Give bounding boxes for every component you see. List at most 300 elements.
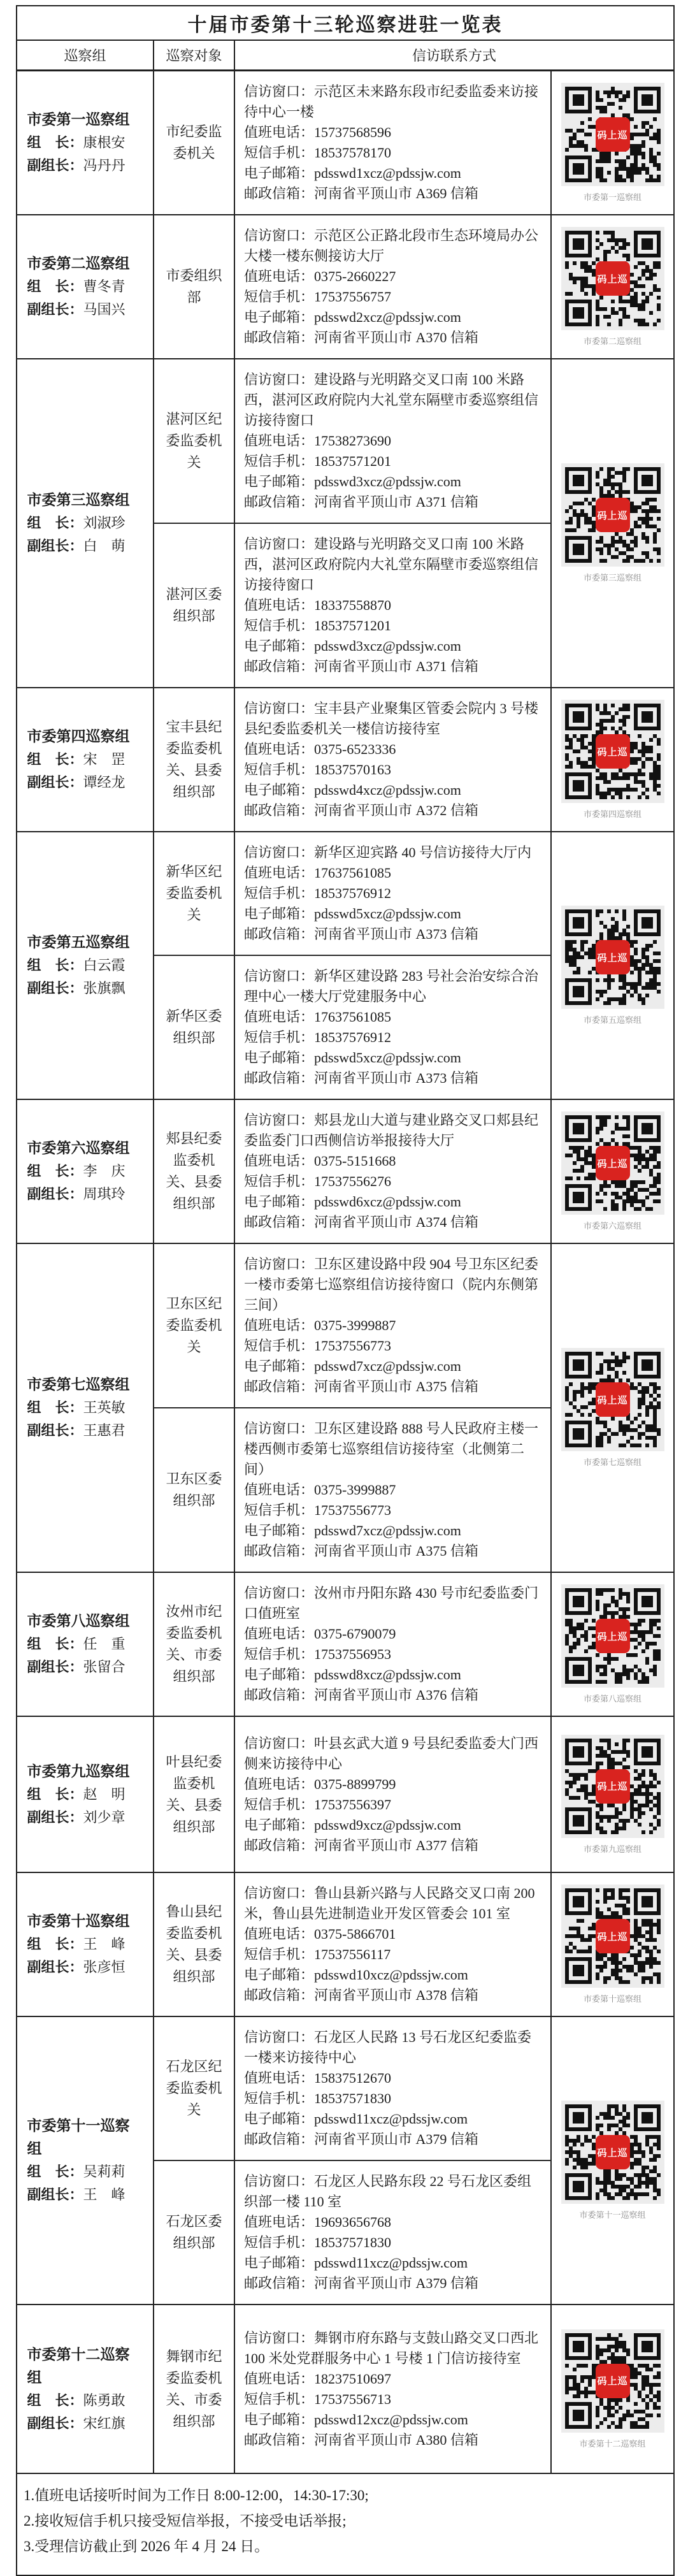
contact-window-line [244, 843, 541, 863]
qr-cell [552, 1573, 673, 1716]
group-deputy-line [27, 154, 143, 177]
deputy-name: 冯丹丹 [83, 157, 125, 173]
group-leader-line [27, 1783, 143, 1806]
note-line: 1.值班电话接听时间为工作日 8:00-12:00，14:30-17:30; [24, 2487, 369, 2503]
email-value: pdsswd5xcz@pdssjw.com [314, 906, 461, 922]
contact-email-line [244, 163, 541, 184]
qr-cell [552, 1873, 673, 2016]
phone-value: 15737568596 [314, 124, 392, 140]
leader-name: 康根安 [83, 134, 125, 150]
contact-window-line [244, 226, 541, 266]
deputy-label: 副组长： [27, 1809, 83, 1825]
post-value: 河南省平顶山市 A374 信箱 [314, 1214, 478, 1230]
post-value: 河南省平顶山市 A373 信箱 [314, 1070, 478, 1086]
phone-value: 0375-6790079 [314, 1626, 396, 1642]
contact-post-line [244, 1685, 541, 1705]
group-deputy-line [27, 1419, 143, 1442]
window-value: 示范区未来路东段市纪委监委来访接待中心一楼 [244, 83, 539, 120]
post-label: 邮政信箱： [244, 1378, 315, 1394]
sms-label: 短信手机： [244, 1502, 315, 1518]
contact-window-line [244, 1583, 541, 1624]
contact-cell [235, 832, 552, 955]
email-label: 电子邮箱： [244, 1816, 315, 1833]
email-label: 电子邮箱： [244, 2411, 315, 2428]
leader-name: 刘淑珍 [83, 515, 125, 531]
qr-caption: 市委第一巡察组 [583, 192, 641, 202]
post-value: 河南省平顶山市 A375 信箱 [314, 1378, 478, 1394]
deputy-label: 副组长： [27, 774, 83, 790]
phone-value: 0375-6523336 [314, 741, 396, 757]
contact-post-line [244, 1212, 541, 1233]
contact-cell [235, 1873, 552, 2016]
window-value: 汝州市丹阳东路 430 号市纪委监委门口值班室 [244, 1585, 539, 1621]
post-label: 邮政信箱： [244, 2131, 315, 2147]
qr-caption: 市委第八巡察组 [583, 1694, 641, 1704]
phone-value: 0375-2660227 [314, 268, 396, 284]
post-label: 邮政信箱： [244, 1837, 315, 1853]
sms-value: 17537556713 [314, 2391, 392, 2407]
qr-code [561, 1348, 664, 1451]
contact-phone-line [244, 863, 541, 883]
phone-value: 0375-3999887 [314, 1482, 396, 1498]
contact-cell [235, 688, 552, 831]
post-value: 河南省平顶山市 A371 信箱 [314, 494, 478, 510]
email-value: pdsswd9xcz@pdssjw.com [314, 1816, 461, 1833]
window-label: 信访窗口： [244, 228, 315, 243]
phone-label: 值班电话： [244, 433, 315, 449]
contact-email-line [244, 2410, 541, 2430]
contact-cell [235, 1407, 552, 1572]
inspection-target-cell [154, 71, 235, 214]
phone-label: 值班电话： [244, 1626, 315, 1642]
contact-sms-line [244, 883, 541, 904]
target-text: 市纪委监委机关 [166, 124, 222, 161]
phone-value: 0375-5151668 [314, 1153, 396, 1169]
window-label: 信访窗口： [244, 1735, 315, 1751]
leader-name: 曹冬青 [83, 279, 125, 294]
inspection-group-cell [17, 1244, 154, 1572]
contact-email-line [244, 1665, 541, 1685]
target-text: 市委组织部 [166, 268, 222, 305]
group-name: 市委第三巡察组 [27, 492, 130, 508]
email-label: 电子邮箱： [244, 2255, 315, 2271]
sms-label: 短信手机： [244, 1796, 315, 1813]
sms-label: 短信手机： [244, 1173, 315, 1189]
qr-cell [552, 832, 673, 1099]
target-text: 新华区委组织部 [166, 1008, 222, 1046]
page-title: 十届市委第十三轮巡察进驻一览表 [17, 6, 673, 41]
table-body [17, 71, 673, 2474]
post-label: 邮政信箱： [244, 2431, 315, 2448]
contact-email-line [244, 1965, 541, 1985]
qr-code [561, 83, 664, 186]
deputy-name: 宋红旗 [83, 2415, 125, 2431]
contact-sms-line [244, 616, 541, 636]
group-deputy-line [27, 1956, 143, 1979]
contact-email-line [244, 2253, 541, 2273]
footer-notes [17, 2474, 673, 2575]
sms-value: 17537556397 [314, 1796, 392, 1813]
group-leader-line [27, 512, 143, 535]
contact-phone-line [244, 431, 541, 451]
qr-center-badge: 码上巡 [596, 2135, 630, 2169]
post-label: 邮政信箱： [244, 1070, 315, 1086]
leader-label: 组 长： [27, 1936, 83, 1952]
contact-email-line [244, 1356, 541, 1377]
inspection-target-cell [154, 1407, 235, 1572]
window-value: 宝丰县产业聚集区管委会院内 3 号楼县纪委监委机关一楼信访接待室 [244, 700, 539, 737]
contact-post-line [244, 1068, 541, 1089]
window-value: 石龙区人民路东段 22 号石龙区委组织部一楼 110 室 [244, 2173, 532, 2210]
phone-value: 17538273690 [314, 433, 392, 449]
target-text: 湛河区委组织部 [166, 586, 222, 624]
contact-sms-line [244, 1944, 541, 1965]
phone-value: 0375-8899799 [314, 1776, 396, 1792]
qr-caption: 市委第二巡察组 [583, 336, 641, 346]
table-row [17, 1717, 673, 1873]
table-row [17, 2305, 673, 2474]
group-name: 市委第五巡察组 [27, 934, 130, 950]
target-text: 郏县纪委监委机关、县委组织部 [166, 1131, 222, 1212]
inspection-target-cell [154, 2160, 235, 2304]
inspection-target-cell [154, 215, 235, 358]
post-value: 河南省平顶山市 A380 信箱 [314, 2431, 478, 2448]
note-line: 3.受理信访截止到 2026 年 4 月 24 日。 [24, 2538, 269, 2554]
deputy-name: 张旗飘 [83, 980, 125, 996]
window-label: 信访窗口： [244, 1421, 315, 1436]
qr-cell [552, 688, 673, 831]
contact-post-line [244, 2430, 541, 2450]
deputy-name: 张彦恒 [83, 1959, 125, 1975]
inspection-target-cell [154, 1244, 235, 1407]
email-value: pdsswd5xcz@pdssjw.com [314, 1050, 461, 1066]
leader-label: 组 长： [27, 1400, 83, 1415]
qr-cell [552, 1717, 673, 1872]
deputy-label: 副组长： [27, 1659, 83, 1675]
qr-cell [552, 71, 673, 214]
contact-sms-line [244, 1171, 541, 1192]
qr-code [561, 906, 664, 1009]
inspection-group-cell [17, 832, 154, 1099]
deputy-label: 副组长： [27, 1186, 83, 1202]
contact-post-line [244, 2129, 541, 2150]
contact-sms-line [244, 2232, 541, 2253]
group-name: 市委第一巡察组 [27, 112, 130, 127]
inspection-target-cell [154, 1717, 235, 1872]
contact-cell [235, 1573, 552, 1716]
contact-sms-line [244, 1500, 541, 1521]
contact-cell [235, 1100, 552, 1243]
contact-window-line [244, 2328, 541, 2369]
group-name: 市委第十巡察组 [27, 1913, 130, 1929]
contact-window-line [244, 2027, 541, 2068]
post-value: 河南省平顶山市 A376 信箱 [314, 1687, 478, 1703]
post-value: 河南省平顶山市 A371 信箱 [314, 658, 478, 674]
post-value: 河南省平顶山市 A370 信箱 [314, 329, 478, 345]
group-name: 市委第七巡察组 [27, 1377, 130, 1393]
email-value: pdsswd7xcz@pdssjw.com [314, 1358, 461, 1374]
post-value: 河南省平顶山市 A372 信箱 [314, 802, 478, 818]
group-name: 市委第十一巡察组 [27, 2118, 130, 2157]
leader-name: 王英敏 [83, 1400, 125, 1415]
post-label: 邮政信箱： [244, 658, 315, 674]
group-name: 市委第八巡察组 [27, 1613, 130, 1629]
contact-window-line [244, 1254, 541, 1315]
deputy-name: 王 峰 [83, 2187, 125, 2203]
qr-code [561, 1885, 664, 1988]
qr-caption: 市委第五巡察组 [583, 1015, 641, 1025]
group-deputy-line [27, 977, 143, 1000]
sms-value: 18537571830 [314, 2234, 392, 2250]
inspection-group-cell [17, 1873, 154, 2016]
contact-email-line [244, 904, 541, 924]
qr-code [561, 700, 664, 803]
table-row [17, 2017, 673, 2305]
table-row [17, 1873, 673, 2017]
contact-sms-line [244, 1644, 541, 1665]
phone-value: 17637561085 [314, 1009, 392, 1025]
contact-post-line [244, 656, 541, 677]
post-label: 邮政信箱： [244, 1214, 315, 1230]
contact-sms-line [244, 2088, 541, 2109]
sms-value: 17537556117 [314, 1946, 391, 1962]
email-value: pdsswd12xcz@pdssjw.com [314, 2411, 468, 2428]
post-label: 邮政信箱： [244, 926, 315, 942]
table-row [17, 71, 673, 215]
qr-cell [552, 2305, 673, 2473]
post-label: 邮政信箱： [244, 1987, 315, 2003]
contact-cell [235, 1244, 552, 1407]
contact-sms-line [244, 2389, 541, 2410]
inspection-target-cell [154, 955, 235, 1099]
email-label: 电子邮箱： [244, 1194, 315, 1210]
post-value: 河南省平顶山市 A379 信箱 [314, 2275, 478, 2291]
contact-cell [235, 71, 552, 214]
email-value: pdsswd4xcz@pdssjw.com [314, 782, 461, 798]
table-row [17, 1244, 673, 1573]
post-label: 邮政信箱： [244, 802, 315, 818]
email-label: 电子邮箱： [244, 1050, 315, 1066]
table-header [17, 41, 673, 71]
sms-label: 短信手机： [244, 2090, 315, 2106]
column-header-group: 巡察组 [17, 41, 154, 69]
window-value: 卫东区建设路 888 号人民政府主楼一楼西侧市委第七巡察组信访接待室（北侧第二间） [244, 1421, 539, 1477]
group-deputy-line [27, 1656, 143, 1679]
phone-label: 值班电话： [244, 268, 315, 284]
phone-label: 值班电话： [244, 124, 315, 140]
phone-label: 值班电话： [244, 741, 315, 757]
contact-email-line [244, 1521, 541, 1541]
inspection-target-cell [154, 1573, 235, 1716]
group-name: 市委第二巡察组 [27, 256, 130, 271]
column-header-contact: 信访联系方式 [412, 48, 496, 64]
window-label: 信访窗口： [244, 1256, 315, 1272]
sms-value: 17537556276 [314, 1173, 392, 1189]
phone-label: 值班电话： [244, 865, 315, 881]
contact-phone-line [244, 1480, 541, 1500]
leader-name: 陈勇敢 [83, 2392, 125, 2408]
contact-email-line [244, 1815, 541, 1835]
window-value: 郏县龙山大道与建业路交叉口郏县纪委监委门口西侧信访举报接待大厅 [244, 1112, 539, 1148]
sms-value: 17537556953 [314, 1646, 392, 1662]
email-label: 电子邮箱： [244, 906, 315, 922]
target-text: 宝丰县纪委监委机关、县委组织部 [166, 719, 222, 800]
inspection-target-cell [154, 2305, 235, 2473]
group-leader-line [27, 1633, 143, 1656]
group-deputy-line [27, 1183, 143, 1206]
contact-cell [235, 215, 552, 358]
post-label: 邮政信箱： [244, 1543, 315, 1559]
contact-phone-line [244, 595, 541, 616]
post-value: 河南省平顶山市 A379 信箱 [314, 2131, 478, 2147]
qr-code [561, 463, 664, 567]
deputy-name: 周琪玲 [83, 1186, 125, 1202]
leader-name: 李 庆 [83, 1163, 125, 1179]
inspection-group-cell [17, 1573, 154, 1716]
phone-label: 值班电话： [244, 2070, 315, 2086]
phone-value: 18237510697 [314, 2370, 392, 2387]
window-label: 信访窗口： [244, 700, 315, 716]
deputy-label: 副组长： [27, 538, 83, 554]
target-text: 卫东区纪委监委机关 [166, 1296, 222, 1355]
qr-center-badge: 码上巡 [596, 117, 630, 152]
leader-name: 宋 罡 [83, 751, 125, 767]
phone-label: 值班电话： [244, 1776, 315, 1792]
sms-value: 18537571201 [314, 453, 392, 469]
phone-label: 值班电话： [244, 1317, 315, 1333]
group-name: 市委第十二巡察组 [27, 2346, 130, 2385]
leader-label: 组 长： [27, 2164, 83, 2180]
contact-cell [235, 955, 552, 1099]
email-label: 电子邮箱： [244, 1967, 315, 1983]
contact-phone-line [244, 2212, 541, 2232]
leader-label: 组 长： [27, 1786, 83, 1802]
sms-label: 短信手机： [244, 618, 315, 633]
group-leader-line [27, 275, 143, 298]
inspection-group-cell [17, 71, 154, 214]
qr-code [561, 1111, 664, 1215]
group-name: 市委第九巡察组 [27, 1763, 130, 1779]
sms-label: 短信手机： [244, 145, 315, 161]
qr-cell [552, 1100, 673, 1243]
qr-cell [552, 1244, 673, 1572]
window-value: 建设路与光明路交叉口南 100 米路西，湛河区政府院内大礼堂东隔壁市委巡察组信访接待窗口 [244, 536, 539, 593]
leader-name: 吴莉莉 [83, 2164, 125, 2180]
contact-cell [235, 2160, 552, 2304]
contact-window-line [244, 966, 541, 1007]
phone-label: 值班电话： [244, 2214, 315, 2230]
sms-label: 短信手机： [244, 762, 315, 778]
contact-phone-line [244, 1151, 541, 1171]
leader-label: 组 长： [27, 751, 83, 767]
target-text: 新华区纪委监委机关 [166, 864, 222, 923]
contact-window-line [244, 698, 541, 739]
contact-post-line [244, 1377, 541, 1397]
qr-center-badge: 码上巡 [596, 734, 630, 769]
qr-code [561, 2101, 664, 2204]
contact-sms-line [244, 1336, 541, 1356]
email-label: 电子邮箱： [244, 782, 315, 798]
qr-caption: 市委第六巡察组 [583, 1221, 641, 1231]
contact-post-line [244, 800, 541, 821]
group-deputy-line [27, 771, 143, 794]
phone-label: 值班电话： [244, 1153, 315, 1169]
leader-label: 组 长： [27, 515, 83, 531]
post-label: 邮政信箱： [244, 2275, 315, 2291]
phone-label: 值班电话： [244, 1482, 315, 1498]
window-value: 石龙区人民路 13 号石龙区纪委监委一楼来访接待中心 [244, 2029, 532, 2066]
contact-cell [235, 1717, 552, 1872]
qr-center-badge: 码上巡 [596, 940, 630, 974]
deputy-name: 白 萌 [83, 538, 125, 554]
email-value: pdsswd1xcz@pdssjw.com [314, 165, 461, 181]
deputy-name: 刘少章 [83, 1809, 125, 1825]
window-label: 信访窗口： [244, 2329, 315, 2346]
contact-post-line [244, 492, 541, 512]
window-value: 示范区公正路北段市生态环境局办公大楼一楼东侧接访大厅 [244, 228, 539, 264]
contact-sms-line [244, 1795, 541, 1815]
contact-email-line [244, 780, 541, 800]
qr-caption: 市委第九巡察组 [583, 1844, 641, 1854]
contact-phone-line [244, 1007, 541, 1027]
contact-phone-line [244, 1774, 541, 1795]
sms-label: 短信手机： [244, 1029, 315, 1045]
post-label: 邮政信箱： [244, 494, 315, 510]
contact-cell [235, 359, 552, 523]
group-leader-line [27, 1160, 143, 1183]
table-row [17, 1573, 673, 1717]
inspection-target-cell [154, 359, 235, 523]
contact-sms-line [244, 760, 541, 780]
window-value: 卫东区建设路中段 904 号卫东区纪委一楼市委第七巡察组信访接待窗口（院内东侧第三间） [244, 1256, 539, 1313]
deputy-label: 副组长： [27, 1422, 83, 1438]
sms-label: 短信手机： [244, 1338, 315, 1354]
inspection-group-cell [17, 688, 154, 831]
contact-phone-line [244, 266, 541, 287]
leader-name: 白云霞 [83, 957, 125, 973]
group-leader-line [27, 954, 143, 977]
post-value: 河南省平顶山市 A373 信箱 [314, 926, 478, 942]
qr-caption: 市委第十一巡察组 [579, 2210, 646, 2220]
sms-value: 18537578170 [314, 145, 392, 161]
inspection-group-cell [17, 2017, 154, 2304]
inspection-target-cell [154, 1873, 235, 2016]
contact-sms-line [244, 1027, 541, 1048]
window-label: 信访窗口： [244, 2173, 315, 2189]
contact-window-line [244, 1110, 541, 1151]
qr-caption: 市委第十巡察组 [583, 1994, 641, 2004]
sms-label: 短信手机： [244, 2234, 315, 2250]
contact-cell [235, 2017, 552, 2160]
inspection-group-cell [17, 359, 154, 687]
sms-value: 18537570163 [314, 762, 392, 778]
qr-caption: 市委第三巡察组 [583, 573, 641, 582]
contact-post-line [244, 1835, 541, 1856]
window-label: 信访窗口： [244, 968, 315, 984]
contact-post-line [244, 1985, 541, 2006]
qr-cell [552, 359, 673, 687]
qr-center-badge: 码上巡 [596, 498, 630, 532]
table-row [17, 1100, 673, 1244]
email-label: 电子邮箱： [244, 1667, 315, 1682]
group-deputy-line [27, 2183, 143, 2206]
email-label: 电子邮箱： [244, 1358, 315, 1374]
window-label: 信访窗口： [244, 1585, 315, 1601]
group-leader-line [27, 2160, 143, 2183]
email-value: pdsswd10xcz@pdssjw.com [314, 1967, 468, 1983]
post-label: 邮政信箱： [244, 329, 315, 345]
phone-value: 0375-5866701 [314, 1926, 396, 1942]
